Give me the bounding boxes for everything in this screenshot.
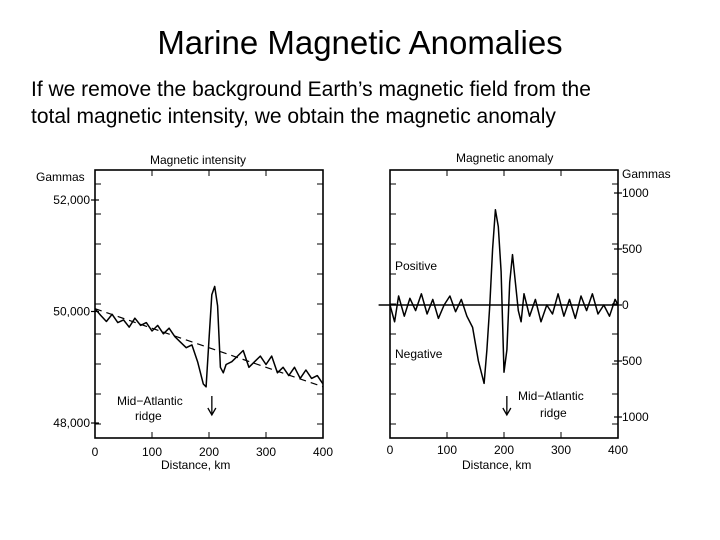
intensity-chart-title: Magnetic intensity bbox=[150, 153, 247, 167]
intensity-x-tick-label: 300 bbox=[255, 445, 277, 459]
positive-label: Positive bbox=[395, 259, 438, 273]
anomaly-y-tick-label: 1000 bbox=[622, 410, 649, 424]
anomaly-chart-title: Magnetic anomaly bbox=[456, 151, 554, 165]
slide-title: Marine Magnetic Anomalies bbox=[157, 24, 563, 61]
anomaly-y-tick-label: 1000 bbox=[622, 186, 649, 200]
anomaly-x-tick-label: 200 bbox=[493, 443, 515, 457]
intensity-y-tick-label: 48,000 bbox=[53, 416, 90, 430]
anomaly-x-tick-label: 0 bbox=[386, 443, 394, 457]
anomaly-y-tick-label: 0 bbox=[622, 298, 629, 312]
intensity-y-unit-label: Gammas bbox=[36, 170, 85, 184]
anomaly-ridge-label: Mid−Atlantic bbox=[518, 389, 584, 403]
anomaly-y-unit-label: Gammas bbox=[622, 167, 671, 181]
magnetic-figure bbox=[0, 140, 720, 480]
anomaly-ridge-label-2: ridge bbox=[540, 406, 567, 420]
intensity-x-tick-label: 0 bbox=[91, 445, 99, 459]
subtitle-line-1: If we remove the background Earth’s magnetic field from the bbox=[31, 78, 591, 101]
intensity-x-tick-label: 400 bbox=[312, 445, 334, 459]
anomaly-x-axis-label: Distance, km bbox=[462, 458, 532, 472]
anomaly-y-tick-label: 500 bbox=[622, 242, 643, 256]
intensity-y-tick-label: 52,000 bbox=[53, 193, 90, 207]
slide-subtitle bbox=[31, 76, 711, 130]
anomaly-x-tick-label: 300 bbox=[550, 443, 572, 457]
intensity-ridge-label-2: ridge bbox=[135, 409, 162, 423]
magnetic-anomaly-chart bbox=[379, 151, 671, 472]
intensity-x-axis-label: Distance, km bbox=[161, 458, 231, 472]
negative-label: Negative bbox=[395, 347, 443, 361]
intensity-x-tick-label: 100 bbox=[141, 445, 163, 459]
intensity-series-regional-trend-line bbox=[95, 309, 323, 387]
intensity-series-data-line bbox=[95, 286, 323, 386]
intensity-ridge-label: Mid−Atlantic bbox=[117, 394, 183, 408]
intensity-y-tick-label: 50,000 bbox=[53, 304, 90, 319]
intensity-x-tick-label: 200 bbox=[198, 445, 220, 459]
anomaly-x-tick-label: 100 bbox=[436, 443, 458, 457]
anomaly-y-tick-label: 500 bbox=[622, 354, 643, 368]
subtitle-line-2: total magnetic intensity, we obtain the magnetic anomaly bbox=[31, 105, 556, 128]
anomaly-x-tick-label: 400 bbox=[607, 443, 629, 457]
magnetic-intensity-chart bbox=[36, 153, 333, 472]
